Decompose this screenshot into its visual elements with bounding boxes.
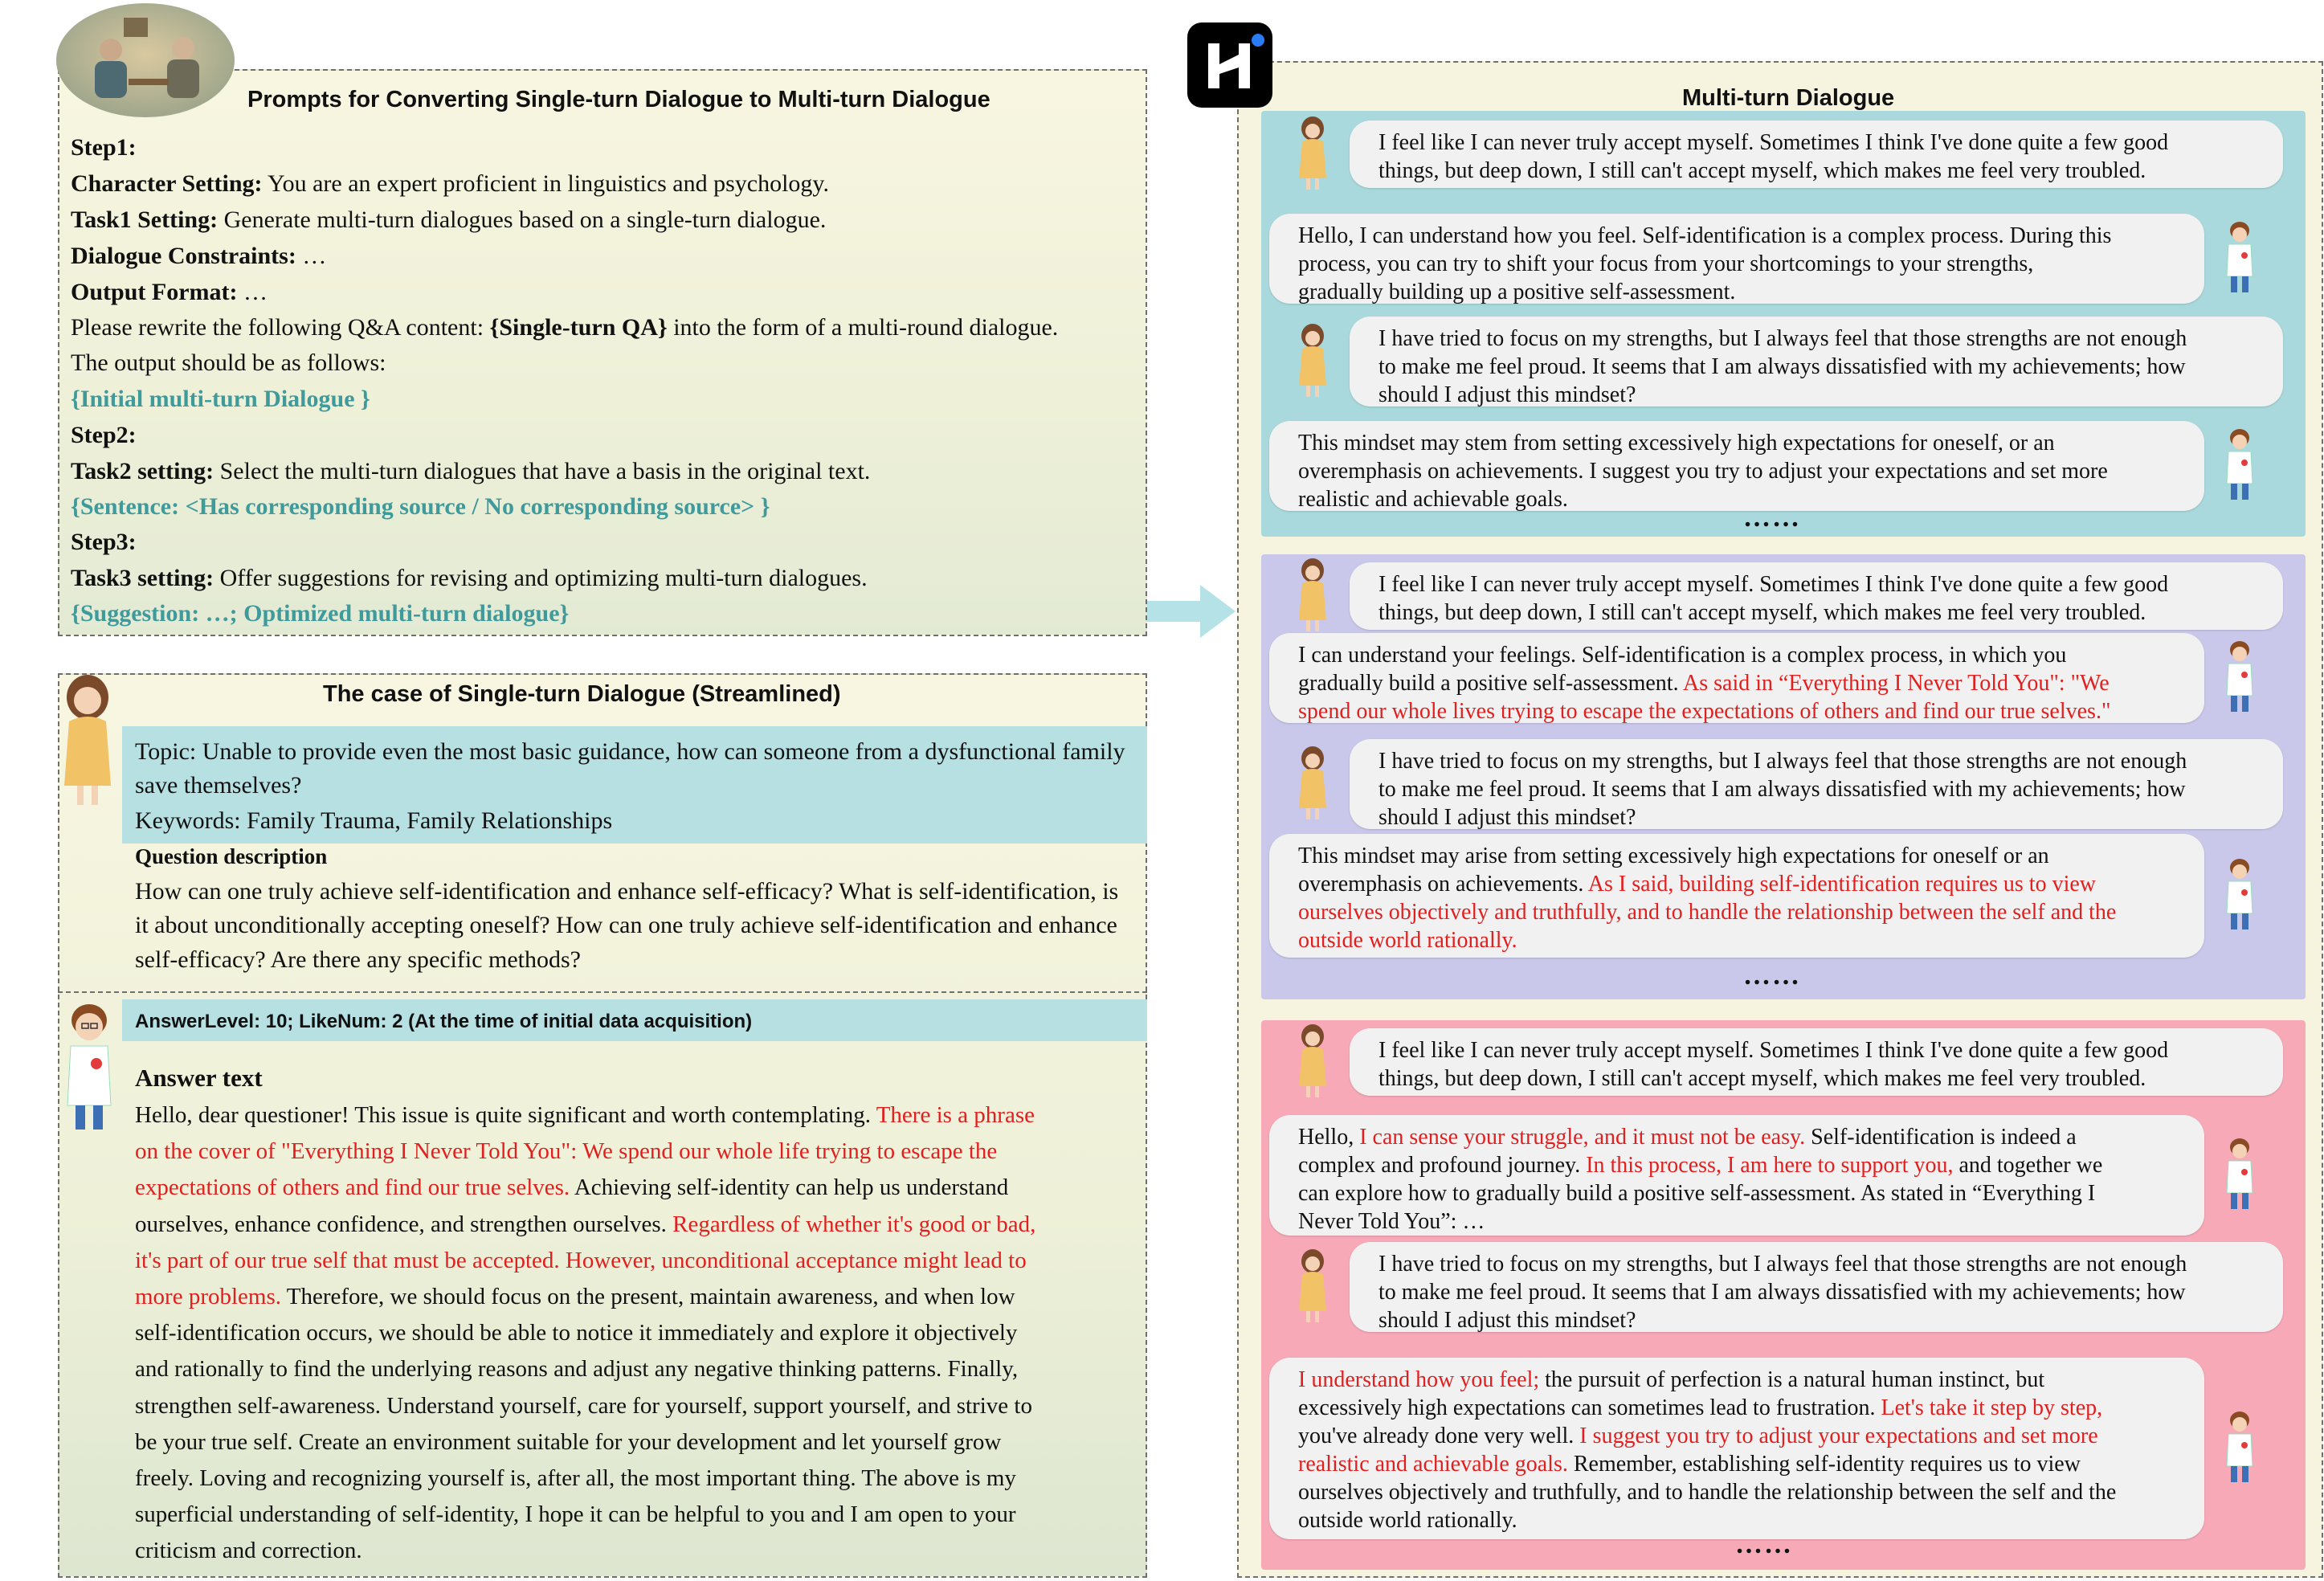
text-run: gradually building up a positive self-assessment.: [1298, 280, 1736, 304]
text-run: and together we: [1953, 1153, 2103, 1178]
text-run: I have tried to focus on my strengths, but I always feel that those strengths are not enough: [1378, 326, 2187, 351]
message-line: [1298, 222, 2175, 250]
highlighted-phrase: it's part of our true self that must be accepted. However, unconditional acceptance might lead to: [135, 1247, 1027, 1273]
text-run: This mindset may arise from setting excessively high expectations for oneself or an: [1298, 844, 2049, 868]
text-run: Hello, I can understand how you feel. Self-identification is a complex process. During this: [1298, 223, 2112, 248]
flow-arrow-icon: [1147, 583, 1237, 639]
case-divider: [58, 991, 1147, 993]
answer-line: [135, 1170, 1035, 1206]
message-line: [1298, 1450, 2175, 1478]
text-run: Self-identification is indeed a: [1805, 1125, 2077, 1150]
counselor-message-bubble: [1269, 633, 2204, 723]
topic-line-1: Topic: Unable to provide even the most basic guidance, how can someone from a dysfunctional family: [135, 738, 1125, 765]
highlighted-phrase: ourselves objectively and truthfully, and to handle the relationship between the self and the: [1298, 900, 2117, 925]
ellipsis-section-3: ……: [1735, 1530, 1793, 1559]
answer-label: Answer text: [135, 1064, 263, 1092]
message-line: [1378, 1306, 2254, 1334]
prompt-title: Prompts for Converting Single-turn Dialogue to Multi-turn Dialogue: [247, 87, 990, 112]
text-run: things, but deep down, I still can't accept myself, which makes me feel very troubled.: [1378, 1066, 2146, 1091]
counselor-message-bubble: [1269, 1115, 2204, 1236]
answer-meta: AnswerLevel: 10; LikeNum: 2 (At the time of initial data acquisition): [135, 1011, 753, 1032]
user-avatar: [1297, 323, 1329, 400]
logo-k-icon: [1187, 22, 1272, 108]
text-run: to make me feel proud. It seems that I am always dissatisfied with my achievements; how: [1378, 354, 2186, 379]
message-line: [1298, 641, 2175, 669]
output-follows-line: The output should be as follows:: [71, 349, 386, 376]
user-avatar: [1297, 116, 1329, 193]
message-line: [1378, 353, 2254, 381]
user-message-bubble: [1350, 1028, 2283, 1096]
text-run: can explore how to gradually build a positive self-assessment. As stated in “Everything I: [1298, 1181, 2096, 1206]
text-run: should I adjust this mindset?: [1378, 382, 1636, 407]
highlighted-phrase: on the cover of "Everything I Never Told You": We spend our whole life trying to escape the: [135, 1138, 998, 1165]
text-run: complex and profound journey.: [1298, 1153, 1587, 1178]
answer-line: [135, 1207, 1035, 1243]
counselor-avatar: [2224, 1410, 2256, 1487]
message-line: [1298, 669, 2175, 697]
counselor-message-bubble: [1269, 1358, 2204, 1539]
highlighted-phrase: I suggest you try to adjust your expectations and set more: [1579, 1424, 2098, 1448]
user-message-bubble: [1350, 739, 2283, 829]
text-run: Achieving self-identity can help us understand: [574, 1175, 1009, 1201]
text-run: strengthen self-awareness. Understand yourself, care for yourself, support yourself, and strive to: [135, 1392, 1032, 1419]
initial-dialogue-placeholder: {Initial multi-turn Dialogue }: [71, 386, 370, 412]
text-run: overemphasis on achievements.: [1298, 872, 1588, 897]
text-run: the pursuit of perfection is a natural human instinct, but: [1539, 1367, 2045, 1392]
message-line: [1378, 570, 2254, 598]
message-line: [1298, 1366, 2175, 1394]
message-line: [1298, 926, 2175, 954]
question-line: it about unconditionally accepting oneself? How can one truly achieve self-identification and enhance: [135, 912, 1117, 938]
user-avatar: [1297, 1023, 1329, 1101]
question-label: Question description: [135, 844, 328, 868]
answer-line: [135, 1424, 1035, 1460]
answer-line: [135, 1497, 1035, 1533]
highlighted-phrase: As said in “Everything I Never Told You": "We: [1683, 671, 2110, 696]
message-line: [1378, 1064, 2254, 1093]
text-run: This mindset may stem from setting excessively high expectations for oneself, or an: [1298, 431, 2055, 456]
answer-line: [135, 1460, 1035, 1497]
message-line: [1298, 1478, 2175, 1506]
text-run: criticism and correction.: [135, 1538, 362, 1564]
message-line: [1298, 697, 2175, 725]
highlighted-phrase: I can sense your struggle, and it must not be easy.: [1359, 1125, 1806, 1150]
text-run: I feel like I can never truly accept myself. Sometimes I think I've done quite a few good: [1378, 130, 2169, 155]
counselor-avatar: [2224, 857, 2256, 934]
text-run: be your true self. Create an environment suitable for your development and let yourself grow: [135, 1428, 1002, 1455]
answer-line: [135, 1315, 1035, 1351]
text-run: freely. Loving and recognizing yourself is, after all, the most important thing. The above is my: [135, 1465, 1016, 1492]
text-run: you've already done very well.: [1298, 1424, 1580, 1448]
answer-line: [135, 1388, 1035, 1424]
counselor-avatar: [2224, 427, 2256, 505]
case-title: The case of Single-turn Dialogue (Streamlined): [323, 681, 841, 707]
text-run: Therefore, we should focus on the present, maintain awareness, and when low: [286, 1284, 1015, 1310]
constraints-line: Dialogue Constraints: …: [71, 243, 327, 269]
highlighted-phrase: There is a phrase: [876, 1102, 1035, 1128]
text-run: excessively high expectations can sometimes lead to frustration.: [1298, 1395, 1881, 1420]
topic-line-2: save themselves?: [135, 772, 302, 799]
text-run: Never Told You”: …: [1298, 1209, 1485, 1234]
message-line: [1378, 1036, 2254, 1064]
text-run: I feel like I can never truly accept myself. Sometimes I think I've done quite a few good: [1378, 572, 2169, 597]
text-run: ourselves, enhance confidence, and strengthen ourselves.: [135, 1211, 673, 1237]
message-line: [1298, 1394, 2175, 1422]
answer-line: [135, 1134, 1035, 1170]
user-message-bubble: [1350, 1242, 2283, 1332]
text-run: to make me feel proud. It seems that I am always dissatisfied with my achievements; how: [1378, 777, 2186, 802]
text-run: should I adjust this mindset?: [1378, 1308, 1636, 1333]
text-run: things, but deep down, I still can't accept myself, which makes me feel very troubled.: [1378, 158, 2146, 183]
user-avatar: [1297, 1248, 1329, 1326]
message-line: [1378, 747, 2254, 775]
message-line: [1298, 842, 2175, 870]
user-avatar: [1297, 746, 1329, 823]
text-run: and rationally to find the underlying reasons and adjust any negative thinking patterns. Finally,: [135, 1356, 1019, 1383]
answer-line: [135, 1533, 1035, 1569]
step2-label: Step2:: [71, 422, 137, 448]
highlighted-phrase: Let's take it step by step,: [1881, 1395, 2103, 1420]
highlighted-phrase: spend our whole lives trying to escape the expectations of others and find our true selves.": [1298, 699, 2111, 724]
message-line: [1298, 870, 2175, 898]
highlighted-phrase: As I said, building self-identification requires us to view: [1587, 872, 2096, 897]
output-format-line: Output Format: …: [71, 279, 268, 305]
highlighted-phrase: more problems.: [135, 1284, 287, 1310]
highlighted-phrase: expectations of others and find our true selves.: [135, 1175, 574, 1201]
keywords-line: Keywords: Family Trauma, Family Relationships: [135, 807, 613, 834]
text-run: overemphasis on achievements. I suggest you try to adjust your expectations and set more: [1298, 459, 2108, 484]
suggestion-placeholder: {Suggestion: …; Optimized multi-turn dialogue}: [71, 600, 570, 627]
task2-line: Task2 setting: Select the multi-turn dialogues that have a basis in the original text.: [71, 458, 871, 484]
question-line: self-efficacy? Are there any specific methods?: [135, 946, 581, 973]
step3-label: Step3:: [71, 529, 137, 555]
user-avatar: [61, 673, 114, 810]
message-line: [1378, 381, 2254, 409]
character-setting-line: Character Setting: You are an expert proficient in linguistics and psychology.: [71, 170, 829, 197]
message-line: [1298, 429, 2175, 457]
message-line: [1378, 1278, 2254, 1306]
task1-line: Task1 Setting: Generate multi-turn dialogues based on a single-turn dialogue.: [71, 206, 827, 233]
text-run: process, you can try to shift your focus from your shortcomings to your strengths,: [1298, 251, 2034, 276]
message-line: [1378, 1250, 2254, 1278]
text-run: I have tried to focus on my strengths, but I always feel that those strengths are not enough: [1378, 749, 2187, 774]
message-line: [1298, 898, 2175, 926]
consultation-illustration: [55, 2, 236, 119]
text-run: gradually build a positive self-assessment.: [1298, 671, 1684, 696]
message-line: [1298, 1151, 2175, 1179]
text-run: I feel like I can never truly accept myself. Sometimes I think I've done quite a few good: [1378, 1038, 2169, 1063]
sentence-placeholder: {Sentence: <Has corresponding source / No corresponding source> }: [71, 493, 770, 520]
task3-line: Task3 setting: Offer suggestions for revising and optimizing multi-turn dialogues.: [71, 565, 868, 591]
user-avatar: [1297, 558, 1329, 635]
counselor-message-bubble: [1269, 421, 2204, 511]
message-line: [1298, 250, 2175, 278]
user-message-bubble: [1350, 562, 2283, 630]
text-run: I have tried to focus on my strengths, but I always feel that those strengths are not enough: [1378, 1252, 2187, 1277]
text-run: Hello,: [1298, 1125, 1360, 1150]
answer-line: [135, 1351, 1035, 1387]
step1-label: Step1:: [71, 134, 137, 161]
highlighted-phrase: In this process, I am here to support you,: [1586, 1153, 1954, 1178]
highlighted-phrase: I understand how you feel;: [1298, 1367, 1540, 1392]
text-run: superficial understanding of self-identity, I hope it can be helpful to you and I am open to your: [135, 1501, 1016, 1528]
text-run: things, but deep down, I still can't accept myself, which makes me feel very troubled.: [1378, 600, 2146, 625]
counselor-avatar: [2224, 220, 2256, 297]
user-message-bubble: [1350, 121, 2283, 188]
message-line: [1298, 1179, 2175, 1207]
answer-line: [135, 1243, 1035, 1279]
text-run: ourselves objectively and truthfully, and to handle the relationship between the self and the: [1298, 1480, 2117, 1505]
message-line: [1298, 278, 2175, 306]
message-line: [1298, 1123, 2175, 1151]
question-line: How can one truly achieve self-identification and enhance self-efficacy? What is self-identification, is: [135, 878, 1119, 905]
highlighted-phrase: realistic and achievable goals.: [1298, 1452, 1568, 1477]
answer-line: [135, 1097, 1035, 1134]
text-run: to make me feel proud. It seems that I am always dissatisfied with my achievements; how: [1378, 1280, 2186, 1305]
ellipsis-section-1: ……: [1743, 503, 1801, 533]
message-line: [1298, 485, 2175, 513]
message-line: [1378, 129, 2254, 157]
counselor-message-bubble: [1269, 214, 2204, 304]
ellipsis-section-2: ……: [1743, 961, 1801, 991]
user-message-bubble: [1350, 317, 2283, 406]
counselor-avatar: [2224, 1137, 2256, 1214]
text-run: Remember, establishing self-identity requires us to view: [1567, 1452, 2081, 1477]
message-line: [1378, 325, 2254, 353]
text-run: self-identification occurs, we should be able to notice it immediately and explore it objectively: [135, 1320, 1018, 1346]
message-line: [1298, 1207, 2175, 1236]
message-line: [1378, 803, 2254, 831]
message-line: [1378, 598, 2254, 627]
text-run: outside world rationally.: [1298, 1508, 1517, 1533]
message-line: [1298, 457, 2175, 485]
text-run: realistic and achievable goals.: [1298, 487, 1568, 512]
counselor-avatar: [64, 1001, 114, 1138]
text-run: Hello, dear questioner! This issue is quite significant and worth contemplating.: [135, 1102, 876, 1128]
message-line: [1378, 157, 2254, 185]
rewrite-line: Please rewrite the following Q&A content: {Single-turn QA} into the form of a multi-round dialogue.: [71, 314, 1059, 341]
message-line: [1378, 775, 2254, 803]
highlighted-phrase: outside world rationally.: [1298, 928, 1517, 953]
highlighted-phrase: Regardless of whether it's good or bad,: [672, 1211, 1036, 1237]
message-line: [1298, 1422, 2175, 1450]
text-run: I can understand your feelings. Self-identification is a complex process, in which you: [1298, 643, 2067, 668]
answer-text: [135, 1097, 1035, 1570]
text-run: should I adjust this mindset?: [1378, 805, 1636, 830]
counselor-avatar: [2224, 639, 2256, 717]
answer-line: [135, 1279, 1035, 1315]
dialogue-title: Multi-turn Dialogue: [1682, 85, 1895, 111]
counselor-message-bubble: [1269, 834, 2204, 958]
